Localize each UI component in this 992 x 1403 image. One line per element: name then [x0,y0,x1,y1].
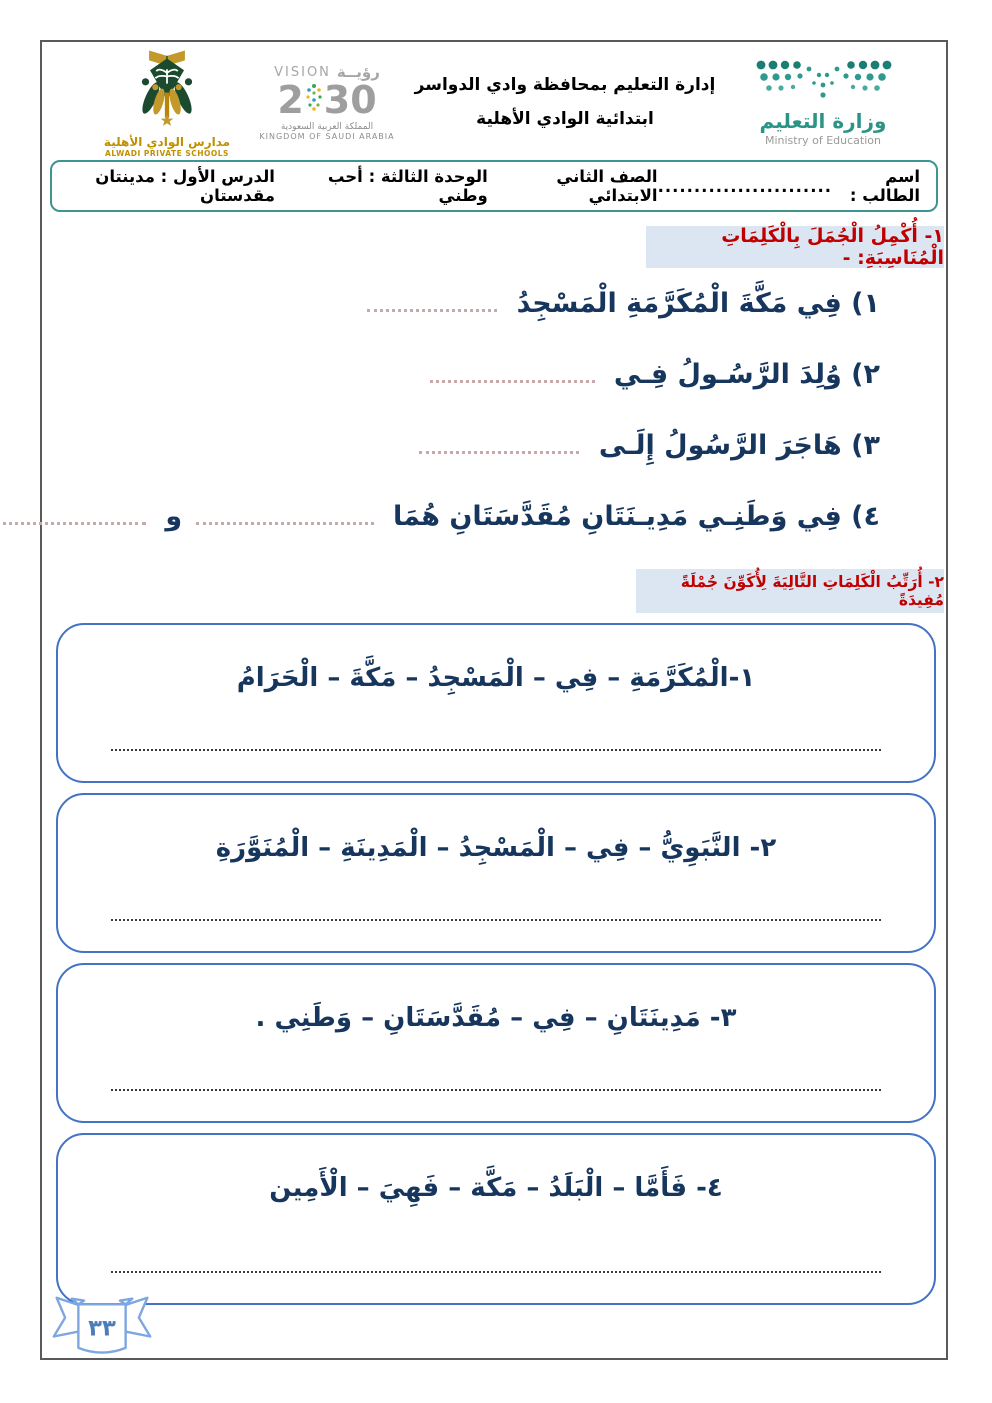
student-info-bar [50,160,938,212]
ordering-answer-line-4[interactable] [111,1271,882,1273]
vision-year-right: 30 [323,78,377,123]
question-3-text: ٣) هَاجَرَ الرَّسُولُ إِلَـى [598,430,880,462]
ordering-answer-line-3[interactable] [111,1089,882,1091]
ordering-words-1: ١-الْمُكَرَّمَةِ – فِي – الْمَسْجِدُ – مَكَّةَ – الْحَرَامُ [236,662,756,693]
question-1 [82,284,880,323]
unit-label: الوحدة الثالثة : أحب وطني [327,167,488,205]
page-number: ٣٣ [88,1315,116,1342]
ordering-box-2 [56,793,936,953]
question-4-text: ٤) فِي وَطَنِـي مَدِيـنَتَانِ مُقَدَّسَتَانِ هُمَا [393,501,880,533]
ordering-box-3 [56,963,936,1123]
grade-label: الصف الثاني الابتدائي [556,167,658,205]
question-3 [82,426,880,465]
vision-2030-logo [242,63,412,140]
vision-kingdom-ar: المملكة العربية السعودية [280,121,374,132]
question-3-answer-blank[interactable] [419,449,579,454]
section1-title: ١- أُكْمِلُ الْجُمَلَ بِالْكَلِمَاتِ الْمُنَاسِبَةِ: - [646,226,944,268]
question-4 [82,497,880,536]
school-logo [92,46,242,158]
question-2-answer-blank[interactable] [430,378,595,383]
vision-word-ar: رؤيــة [336,63,380,82]
ordering-box-1 [56,623,936,783]
worksheet-frame [40,40,948,1360]
question-4-answer-blank-1[interactable] [196,520,374,525]
page-number-badge [50,1290,154,1366]
ordering-words-2: ٢- النَّبَوِيُّ – فِي – الْمَسْجِدُ – الْمَدِينَةِ – الْمُنَوَّرَةِ [215,832,777,863]
ministry-dots-icon [753,57,893,107]
vision-year-left: 2 [277,78,304,123]
question-1-text: ١) فِي مَكَّةَ الْمُكَرَّمَةِ الْمَسْجِدُ [516,288,880,319]
fill-in-questions [42,268,946,537]
ordering-words-3: ٣- مَدِينَتَانِ – فِي – مُقَدَّسَتَانِ – وَطَنِي . [255,1002,737,1033]
header [42,42,946,160]
ordering-words-4: ٤- فَأَمَّا – الْبَلَدُ – مَكَّة – فَهِيَ – الْأَمِين [269,1172,723,1203]
ordering-box-4 [56,1133,936,1305]
question-4-answer-blank-2[interactable] [0,520,146,525]
school-emblem-icon [125,46,209,136]
question-2 [82,355,880,394]
student-name-label: اسم الطالب : [849,167,920,205]
ordering-answer-line-1[interactable] [111,749,882,751]
word-ordering-exercises [42,613,946,1305]
question-2-text: ٢) وُلِدَ الرَّسُـولُ فِـي [613,359,880,391]
school-name-english: ALWADI PRIVATE SCHOOLS [105,149,229,159]
vision-palm-icon [305,81,323,119]
vision-word-en: VISION [274,64,331,80]
question-1-answer-blank[interactable] [367,307,497,312]
ministry-name-arabic: وزارة التعليم [759,109,887,133]
question-4-connector: و [165,501,183,533]
school-line: ابتدائية الوادي الأهلية [476,109,654,129]
section2-title: ٢- أُرَتِّبُ الْكَلِمَاتِ التَّالِيَةَ لِأُكَوِّنَ جُمْلَةً مُفِيدَةً [636,569,944,613]
ordering-answer-line-2[interactable] [111,919,882,921]
student-name-field[interactable]: ........................ [657,176,832,196]
ministry-name-english: Ministry of Education [764,134,881,147]
school-name-arabic: مدارس الوادي الأهلية [103,134,231,149]
lesson-label: الدرس الأول : مدينتان مقدستان [95,167,275,205]
ministry-of-education-logo [718,57,928,147]
education-administration-heading [412,75,718,129]
vision-kingdom-en: KINGDOM OF SAUDI ARABIA [259,131,395,141]
administration-line: إدارة التعليم بمحافظة وادي الدواسر [414,75,716,95]
